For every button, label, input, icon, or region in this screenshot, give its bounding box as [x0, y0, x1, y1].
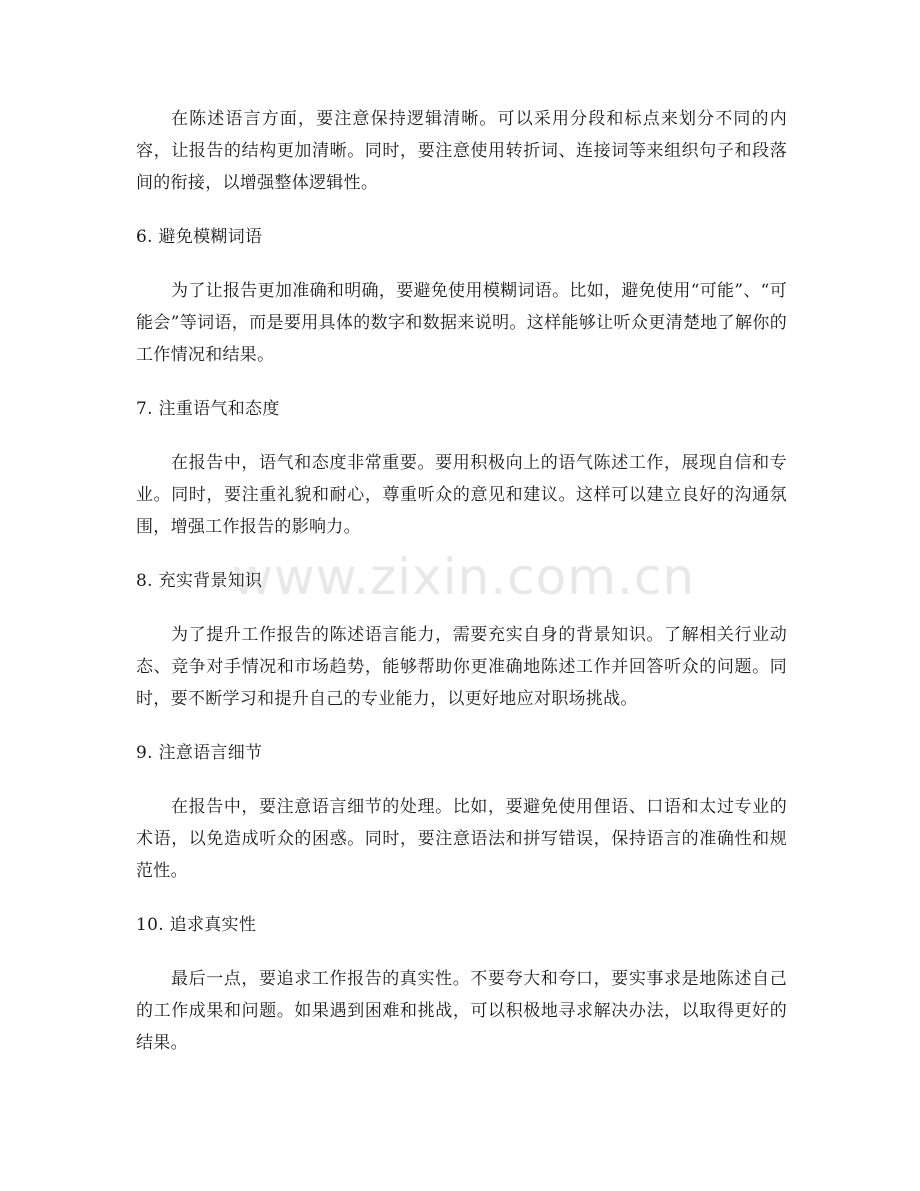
paragraph-avoid-vague-words: 为了让报告更加准确和明确，要避免使用模糊词语。比如，避免使用“可能”、“可能会”等词语，而是要用具体的数字和数据来说明。这样能够让听众更清楚地了解你的工作情况和结果。: [136, 281, 787, 365]
document-body: [136, 103, 787, 1059]
paragraph-background-knowledge: 为了提升工作报告的陈述语言能力，需要充实自身的背景知识。了解相关行业动态、竞争对手情况和市场趋势，能够帮助你更准确地陈述工作并回答听众的问题。同时，要不断学习和提升自己的专业能力，以更好地应对职场挑战。: [136, 625, 787, 709]
heading-language-details: 9. 注意语言细节: [136, 743, 263, 763]
paragraph-authenticity: 最后一点，要追求工作报告的真实性。不要夸大和夸口，要实事求是地陈述自己的工作成果和问题。如果遇到困难和挑战，可以积极地寻求解决办法，以取得更好的结果。: [136, 969, 787, 1053]
watermark: www.zixin.com.cn: [232, 548, 696, 606]
paragraph-language-details: 在报告中，要注意语言细节的处理。比如，要避免使用俚语、口语和太过专业的术语，以免造成听众的困惑。同时，要注意语法和拼写错误，保持语言的准确性和规范性。: [136, 797, 787, 881]
heading-avoid-vague-words: 6. 避免模糊词语: [136, 227, 263, 247]
heading-background-knowledge: 8. 充实背景知识: [136, 571, 263, 591]
paragraph-tone-attitude: 在报告中，语气和态度非常重要。要用积极向上的语气陈述工作，展现自信和专业。同时，要注重礼貌和耐心，尊重听众的意见和建议。这样可以建立良好的沟通氛围，增强工作报告的影响力。: [136, 453, 787, 537]
paragraph-logic: 在陈述语言方面，要注意保持逻辑清晰。可以采用分段和标点来划分不同的内容，让报告的结构更加清晰。同时，要注意使用转折词、连接词等来组织句子和段落间的衔接，以增强整体逻辑性。: [136, 109, 787, 193]
heading-authenticity: 10. 追求真实性: [136, 915, 257, 935]
heading-tone-attitude: 7. 注重语气和态度: [136, 399, 280, 419]
